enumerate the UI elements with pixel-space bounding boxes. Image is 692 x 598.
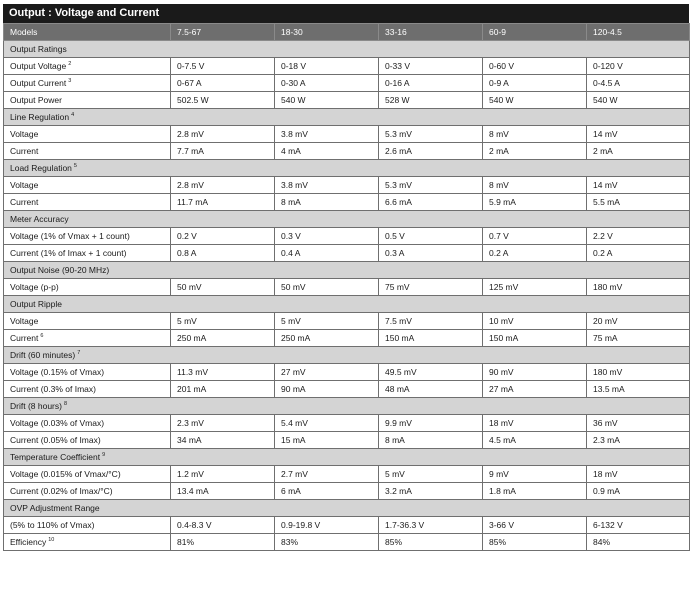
value-cell: 0-7.5 V	[171, 58, 275, 75]
value-cell: 5.3 mV	[379, 177, 483, 194]
row-label-text: Current (0.05% of Imax)	[10, 435, 101, 445]
table-row	[4, 228, 690, 245]
value-cell: 14 mV	[587, 177, 690, 194]
value-cell: 2.8 mV	[171, 126, 275, 143]
row-label	[4, 228, 171, 245]
value-cell: 1.8 mA	[483, 483, 587, 500]
header-cell-model: 18-30	[275, 24, 379, 41]
value-cell: 125 mV	[483, 279, 587, 296]
value-cell: 50 mV	[275, 279, 379, 296]
footnote-marker: 9	[102, 452, 106, 459]
row-label-text: Current	[10, 197, 39, 207]
value-cell: 83%	[275, 534, 379, 551]
value-cell: 8 mA	[275, 194, 379, 211]
value-cell: 1.7-36.3 V	[379, 517, 483, 534]
value-cell: 0-16 A	[379, 75, 483, 92]
header-cell-model: 7.5-67	[171, 24, 275, 41]
value-cell: 6-132 V	[587, 517, 690, 534]
value-cell: 0.2 A	[483, 245, 587, 262]
section-label-text: Temperature Coefficient	[10, 452, 101, 462]
value-cell: 5 mV	[379, 466, 483, 483]
table-row	[4, 126, 690, 143]
section-header-row	[4, 398, 690, 415]
value-cell: 0.3 A	[379, 245, 483, 262]
value-cell: 2.2 V	[587, 228, 690, 245]
table-row	[4, 517, 690, 534]
section-label	[4, 500, 690, 517]
row-label	[4, 58, 171, 75]
row-label	[4, 313, 171, 330]
row-label	[4, 126, 171, 143]
row-label	[4, 279, 171, 296]
row-label-text: Voltage	[10, 129, 39, 139]
section-header-row	[4, 109, 690, 126]
value-cell: 201 mA	[171, 381, 275, 398]
table-row	[4, 466, 690, 483]
value-cell: 0.9 mA	[587, 483, 690, 500]
table-row	[4, 415, 690, 432]
value-cell: 0.2 A	[587, 245, 690, 262]
row-label	[4, 466, 171, 483]
section-header-row	[4, 296, 690, 313]
value-cell: 15 mA	[275, 432, 379, 449]
value-cell: 2 mA	[587, 143, 690, 160]
table-row	[4, 58, 690, 75]
value-cell: 5.9 mA	[483, 194, 587, 211]
section-label-text: Output Noise (90-20 MHz)	[10, 265, 110, 275]
section-label-text: Output Ratings	[10, 44, 67, 54]
footnote-marker: 5	[73, 163, 77, 170]
row-label-text: Current	[10, 333, 39, 343]
value-cell: 2.6 mA	[379, 143, 483, 160]
value-cell: 2 mA	[483, 143, 587, 160]
row-label-text: Voltage (0.15% of Vmax)	[10, 367, 105, 377]
value-cell: 0-120 V	[587, 58, 690, 75]
value-cell: 0.5 V	[379, 228, 483, 245]
section-header-row	[4, 449, 690, 466]
row-label-text: Voltage	[10, 316, 39, 326]
value-cell: 5.3 mV	[379, 126, 483, 143]
value-cell: 7.7 mA	[171, 143, 275, 160]
value-cell: 1.2 mV	[171, 466, 275, 483]
value-cell: 34 mA	[171, 432, 275, 449]
value-cell: 2.7 mV	[275, 466, 379, 483]
value-cell: 3.8 mV	[275, 177, 379, 194]
value-cell: 540 W	[587, 92, 690, 109]
table-row	[4, 313, 690, 330]
value-cell: 5.4 mV	[275, 415, 379, 432]
value-cell: 75 mV	[379, 279, 483, 296]
value-cell: 0-9 A	[483, 75, 587, 92]
section-header-row	[4, 347, 690, 364]
footnote-marker: 7	[77, 350, 81, 357]
value-cell: 49.5 mV	[379, 364, 483, 381]
value-cell: 8 mA	[379, 432, 483, 449]
section-header-row	[4, 500, 690, 517]
value-cell: 250 mA	[275, 330, 379, 347]
value-cell: 9 mV	[483, 466, 587, 483]
value-cell: 27 mA	[483, 381, 587, 398]
value-cell: 0-33 V	[379, 58, 483, 75]
row-label-text: Current (0.02% of Imax/°C)	[10, 486, 113, 496]
value-cell: 502.5 W	[171, 92, 275, 109]
row-label	[4, 381, 171, 398]
value-cell: 75 mA	[587, 330, 690, 347]
value-cell: 528 W	[379, 92, 483, 109]
value-cell: 50 mV	[171, 279, 275, 296]
value-cell: 0-18 V	[275, 58, 379, 75]
section-label	[4, 347, 690, 364]
value-cell: 2.8 mV	[171, 177, 275, 194]
section-label-text: Meter Accuracy	[10, 214, 69, 224]
value-cell: 5.5 mA	[587, 194, 690, 211]
section-label	[4, 211, 690, 228]
value-cell: 0-67 A	[171, 75, 275, 92]
value-cell: 18 mV	[483, 415, 587, 432]
section-label	[4, 296, 690, 313]
value-cell: 0-4.5 A	[587, 75, 690, 92]
header-cell-models: Models	[4, 24, 171, 41]
value-cell: 250 mA	[171, 330, 275, 347]
value-cell: 0.7 V	[483, 228, 587, 245]
value-cell: 11.7 mA	[171, 194, 275, 211]
section-header-row	[4, 262, 690, 279]
value-cell: 20 mV	[587, 313, 690, 330]
header-cell-model: 120-4.5	[587, 24, 690, 41]
value-cell: 3-66 V	[483, 517, 587, 534]
row-label-text: Current (0.3% of Imax)	[10, 384, 96, 394]
table-row	[4, 534, 690, 551]
value-cell: 150 mA	[483, 330, 587, 347]
value-cell: 90 mV	[483, 364, 587, 381]
value-cell: 2.3 mA	[587, 432, 690, 449]
row-label	[4, 177, 171, 194]
value-cell: 11.3 mV	[171, 364, 275, 381]
row-label-text: Current	[10, 146, 39, 156]
spec-table-container	[3, 4, 689, 551]
row-label	[4, 75, 171, 92]
row-label-text: Current (1% of Imax + 1 count)	[10, 248, 127, 258]
row-label	[4, 245, 171, 262]
row-label	[4, 92, 171, 109]
footnote-marker: 6	[40, 333, 44, 340]
row-label-text: Voltage (1% of Vmax + 1 count)	[10, 231, 130, 241]
table-row	[4, 143, 690, 160]
value-cell: 0.2 V	[171, 228, 275, 245]
value-cell: 3.2 mA	[379, 483, 483, 500]
value-cell: 0-30 A	[275, 75, 379, 92]
row-label-text: Output Power	[10, 95, 62, 105]
value-cell: 180 mV	[587, 279, 690, 296]
value-cell: 4 mA	[275, 143, 379, 160]
section-header-row	[4, 41, 690, 58]
section-label	[4, 109, 690, 126]
row-label	[4, 483, 171, 500]
row-label-text: Output Current	[10, 78, 67, 88]
value-cell: 6 mA	[275, 483, 379, 500]
row-label-text: Output Voltage	[10, 61, 67, 71]
value-cell: 0.3 V	[275, 228, 379, 245]
section-label-text: OVP Adjustment Range	[10, 503, 100, 513]
table-row	[4, 279, 690, 296]
row-label	[4, 432, 171, 449]
value-cell: 5 mV	[275, 313, 379, 330]
table-title: Output : Voltage and Current	[3, 4, 689, 23]
value-cell: 13.4 mA	[171, 483, 275, 500]
row-label	[4, 330, 171, 347]
value-cell: 90 mA	[275, 381, 379, 398]
value-cell: 10 mV	[483, 313, 587, 330]
section-header-row	[4, 211, 690, 228]
value-cell: 36 mV	[587, 415, 690, 432]
section-label	[4, 262, 690, 279]
value-cell: 13.5 mA	[587, 381, 690, 398]
table-row	[4, 432, 690, 449]
footnote-marker: 8	[63, 401, 68, 408]
row-label-text: Voltage	[10, 180, 39, 190]
table-row	[4, 364, 690, 381]
section-label	[4, 41, 690, 58]
value-cell: 9.9 mV	[379, 415, 483, 432]
value-cell: 27 mV	[275, 364, 379, 381]
table-row	[4, 245, 690, 262]
value-cell: 0-60 V	[483, 58, 587, 75]
row-label	[4, 517, 171, 534]
section-label-text: Drift (8 hours)	[10, 401, 62, 411]
section-header-row	[4, 160, 690, 177]
value-cell: 85%	[379, 534, 483, 551]
value-cell: 150 mA	[379, 330, 483, 347]
value-cell: 0.9-19.8 V	[275, 517, 379, 534]
value-cell: 81%	[171, 534, 275, 551]
row-label	[4, 143, 171, 160]
row-label-text: Voltage (0.015% of Vmax/°C)	[10, 469, 121, 479]
value-cell: 85%	[483, 534, 587, 551]
value-cell: 0.4 A	[275, 245, 379, 262]
value-cell: 6.6 mA	[379, 194, 483, 211]
row-label-text: Efficiency	[10, 537, 47, 547]
footnote-marker: 3	[68, 78, 72, 85]
section-label-text: Drift (60 minutes)	[10, 350, 76, 360]
value-cell: 3.8 mV	[275, 126, 379, 143]
value-cell: 8 mV	[483, 177, 587, 194]
value-cell: 84%	[587, 534, 690, 551]
table-row	[4, 177, 690, 194]
row-label	[4, 415, 171, 432]
value-cell: 4.5 mA	[483, 432, 587, 449]
section-label-text: Line Regulation	[10, 112, 70, 122]
section-label	[4, 398, 690, 415]
section-label-text: Output Ripple	[10, 299, 62, 309]
row-label	[4, 194, 171, 211]
value-cell: 5 mV	[171, 313, 275, 330]
column-header-row	[4, 24, 690, 41]
table-row	[4, 330, 690, 347]
section-label-text: Load Regulation	[10, 163, 72, 173]
footnote-marker: 4	[71, 112, 75, 119]
value-cell: 7.5 mV	[379, 313, 483, 330]
value-cell: 8 mV	[483, 126, 587, 143]
value-cell: 0.8 A	[171, 245, 275, 262]
footnote-marker: 10	[48, 537, 55, 544]
footnote-marker: 2	[68, 61, 72, 68]
spec-table	[3, 23, 690, 551]
table-row	[4, 381, 690, 398]
value-cell: 2.3 mV	[171, 415, 275, 432]
header-cell-model: 60-9	[483, 24, 587, 41]
table-row	[4, 92, 690, 109]
row-label	[4, 534, 171, 551]
row-label-text: Voltage (p-p)	[10, 282, 59, 292]
value-cell: 540 W	[275, 92, 379, 109]
value-cell: 180 mV	[587, 364, 690, 381]
section-label	[4, 160, 690, 177]
value-cell: 0.4-8.3 V	[171, 517, 275, 534]
table-row	[4, 75, 690, 92]
value-cell: 18 mV	[587, 466, 690, 483]
section-label	[4, 449, 690, 466]
header-cell-model: 33-16	[379, 24, 483, 41]
value-cell: 540 W	[483, 92, 587, 109]
row-label-text: (5% to 110% of Vmax)	[10, 520, 95, 530]
table-row	[4, 194, 690, 211]
row-label-text: Voltage (0.03% of Vmax)	[10, 418, 105, 428]
value-cell: 14 mV	[587, 126, 690, 143]
value-cell: 48 mA	[379, 381, 483, 398]
row-label	[4, 364, 171, 381]
table-row	[4, 483, 690, 500]
